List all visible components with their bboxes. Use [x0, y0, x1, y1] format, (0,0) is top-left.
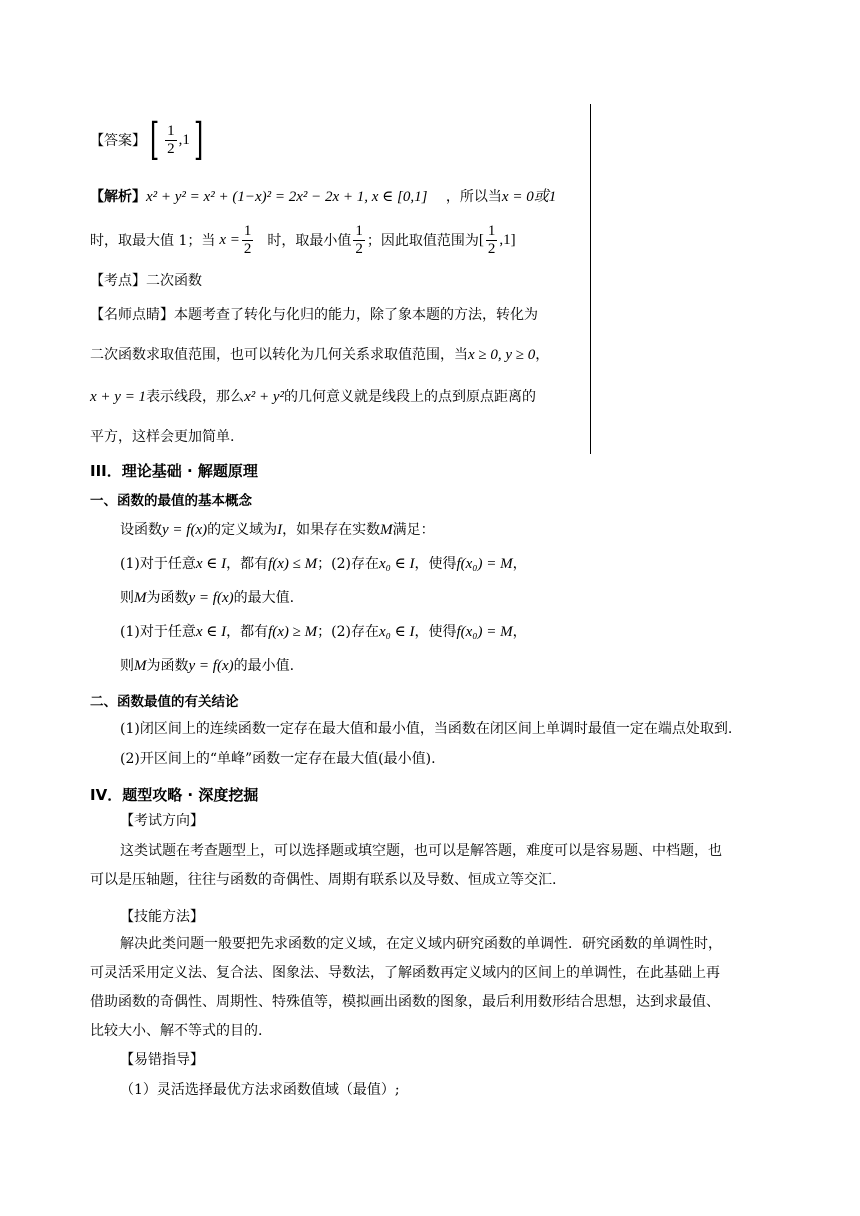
- comment-line-4: 平方，这样会更加简单.: [90, 429, 235, 445]
- kaodian-line: 【考点】二次函数: [90, 273, 202, 289]
- half-fraction: $\frac{1}{2}$: [355, 222, 363, 257]
- skill-line-1: 解决此类问题一般要把先求函数的定义域，在定义域内研究函数的单调性．研究函数的单调性时，: [120, 936, 722, 952]
- analysis-line-1: 【解析】x² + y² = x² + (1−x)² = 2x² − 2x + 1, x ∈ [0,1] ，所以当x = 0或1: [90, 189, 557, 205]
- section-4-title: IV．题型攻略 · 深度挖掘: [90, 786, 259, 804]
- range-fraction: $\frac{1}{2}$: [487, 222, 496, 257]
- direction-line-1: 这类试题在考查题型上，可以选择题或填空题，也可以是解答题，难度可以是容易题、中档题，也: [120, 843, 722, 859]
- analysis-line-2: 时，取最大值 1；当 x = $\frac{1}{2}$ 时，取最小值 $\frac{1}{2}$ ；因此取值范围为 [ $\frac{1}{2}$ ,1]: [90, 222, 516, 257]
- comment-line-1: 【名师点睛】本题考查了转化与化归的能力，除了象本题的方法，转化为: [90, 307, 538, 323]
- section-3-sub1: 一、函数的最值的基本概念: [90, 493, 252, 509]
- column-divider: [590, 104, 591, 454]
- skill-tag: 【技能方法】: [120, 909, 204, 925]
- half-fraction: $\frac{1}{2}$: [243, 222, 252, 257]
- answer-tag: 【答案】: [90, 133, 146, 149]
- skill-line-3: 借助函数的奇偶性、周期性、特殊值等，模拟画出函数的图象，最后利用数形结合思想，达到求最值、: [90, 994, 720, 1010]
- error-tag: 【易错指导】: [120, 1052, 204, 1068]
- definition-line: 设函数y = f(x)的定义域为I，如果存在实数M满足：: [120, 522, 435, 538]
- bracket-right: ]: [193, 114, 204, 165]
- bracket-left: [: [149, 114, 160, 165]
- min-condition-line: (1)对于任意x ∈ I，都有f(x) ≥ M；(2)存在x₀ ∈ I，使得f(x₀) = M，: [120, 624, 527, 640]
- section-3-title: III．理论基础 · 解题原理: [90, 462, 258, 480]
- answer-line: 【答案】 [ $\frac{1}{2}$ ,1 ]: [90, 114, 204, 165]
- max-condition-line: (1)对于任意x ∈ I，都有f(x) ≤ M；(2)存在x₀ ∈ I，使得f(x₀) = M，: [120, 556, 527, 572]
- max-conclusion-line: 则M为函数y = f(x)的最大值.: [120, 590, 295, 606]
- comment-line-2: 二次函数求取值范围，也可以转化为几何关系求取值范围，当x ≥ 0, y ≥ 0，: [90, 347, 550, 363]
- comment-line-3: x + y = 1表示线段，那么x² + y²的几何意义就是线段上的点到原点距离的: [90, 389, 536, 405]
- section-3-sub2: 二、函数最值的有关结论: [90, 694, 239, 710]
- min-conclusion-line: 则M为函数y = f(x)的最小值.: [120, 658, 295, 674]
- skill-line-4: 比较大小、解不等式的目的.: [90, 1023, 263, 1039]
- analysis-tag: 【解析】: [90, 189, 146, 205]
- conclusion-1: (1)闭区间上的连续函数一定存在最大值和最小值，当函数在闭区间上单调时最值一定在端点处取到.: [120, 721, 733, 737]
- conclusion-2: (2)开区间上的“单峰”函数一定存在最大值(最小值).: [120, 751, 436, 767]
- analysis-formula: x² + y² = x² + (1−x)² = 2x² − 2x + 1, x ∈ [0,1]: [146, 189, 428, 205]
- direction-tag: 【考试方向】: [120, 813, 204, 829]
- answer-fraction: $\frac{1}{2}$: [167, 122, 175, 157]
- error-line-1: （1）灵活选择最优方法求函数值域（最值）;: [120, 1082, 400, 1098]
- direction-line-2: 可以是压轴题，往往与函数的奇偶性、周期有联系以及导数、恒成立等交汇.: [90, 872, 557, 888]
- skill-line-2: 可灵活采用定义法、复合法、图象法、导数法，了解函数再定义域内的区间上的单调性，在此基础上再: [90, 965, 720, 981]
